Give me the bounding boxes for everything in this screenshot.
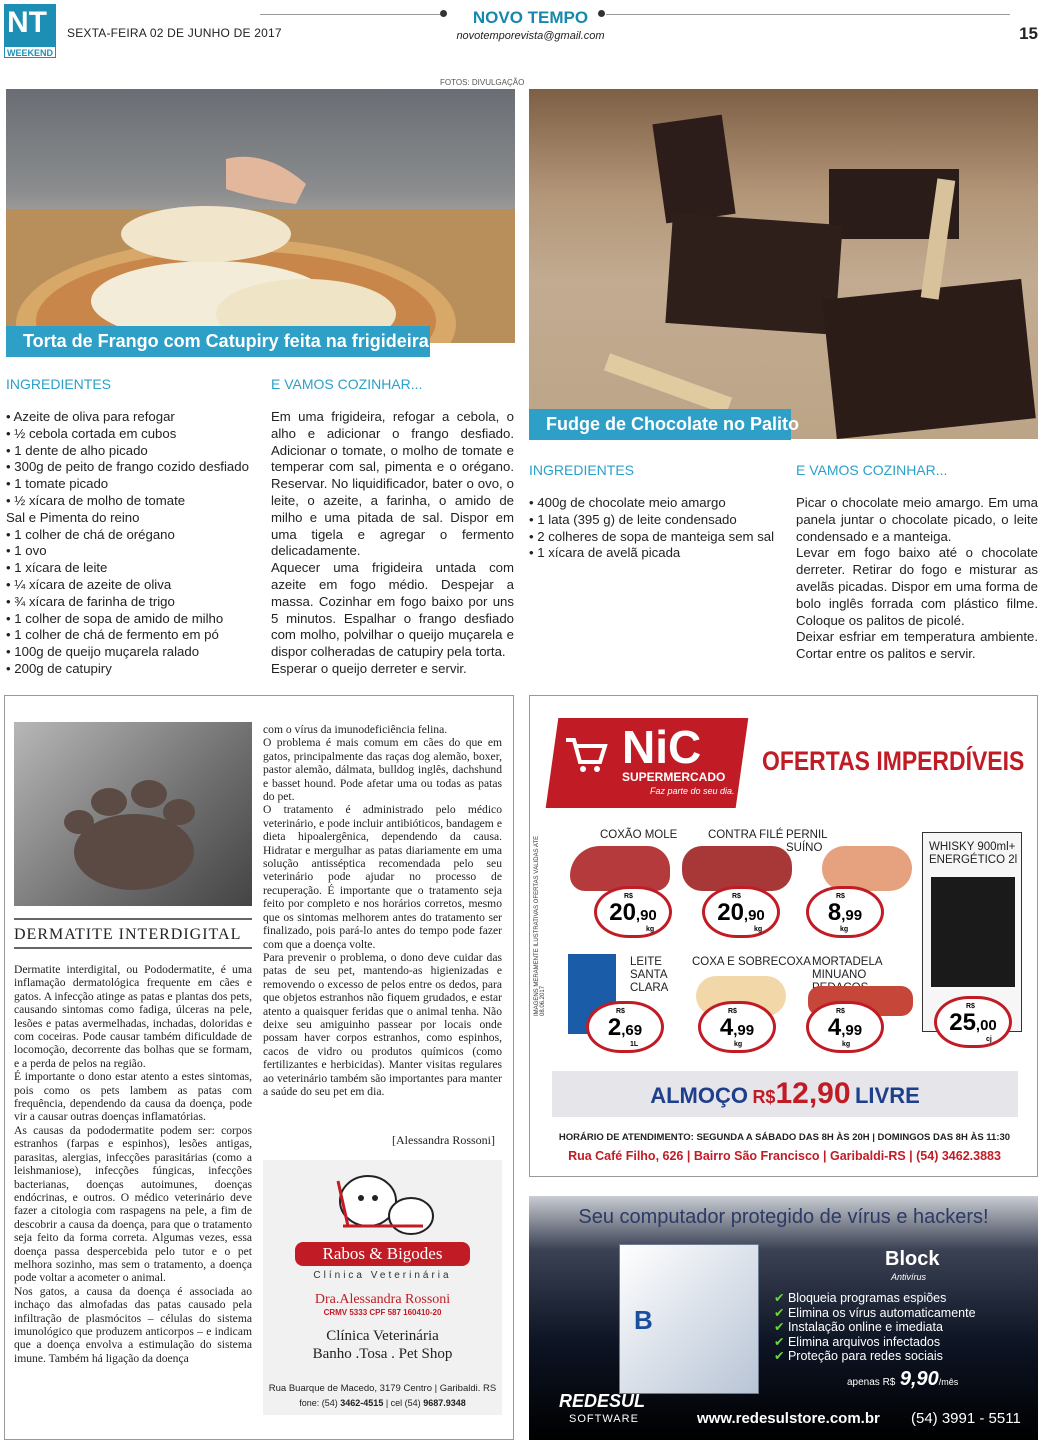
block-brand-sub: Antivírus <box>891 1272 927 1282</box>
nic-side-note: IMAGENS MERAMENTE ILUSTRATIVAS OFERTAS VÁLIDAS ATÉ 08.06.2017 <box>534 835 546 1016</box>
header-dot-right <box>598 10 605 17</box>
lunch-banner <box>552 1071 1018 1117</box>
list-item: • 1 dente de alho picado <box>6 442 148 458</box>
price-int: 20 <box>609 899 636 926</box>
vet-brand: Rabos & Bigodes <box>295 1242 470 1266</box>
price-coxao <box>594 886 672 938</box>
article-title: DERMATITE INTERDIGITAL <box>14 926 242 943</box>
dog-paw-photo <box>14 722 252 906</box>
nic-hours: HORÁRIO DE ATENDIMENTO: SEGUNDA A SÁBADO DAS 8H ÀS 20H | DOMINGOS DAS 8H ÀS 11:30 <box>558 1132 1011 1143</box>
newspaper-logo <box>4 4 56 58</box>
check-icon: ✔ <box>774 1291 788 1305</box>
nic-address: Rua Café Filho, 626 | Bairro São Francisco | Garibaldi-RS | (54) 3462.3883 <box>568 1149 1001 1163</box>
product-name-coxao: COXÃO MOLE <box>600 829 678 841</box>
price-dec: ,90 <box>635 907 657 924</box>
article-paragraph: O tratamento é administrado pelo médico veterinário, e pode incluir antibióticos, bandagem e dieta hipoalergênica, dependendo da causa. Hidratar e mergulhar as patas diariamente em uma solução antisséptica recomendada pelo seu veterinário pode ajudar no processo de recuperação. É importante que o tratamento seja feito por completo e nos horários corretos, mesmo que os sintomas melhorem antes do tratamento ser finalizado, pois pará-lo antes do tempo pode fazer com que a doença volte. <box>263 803 502 951</box>
currency: R$ <box>732 893 741 900</box>
chicken-pie-photo <box>6 89 515 343</box>
nic-supermarket-ad[interactable] <box>529 695 1038 1177</box>
block-price <box>847 1368 958 1391</box>
header-rule-right <box>606 14 1010 15</box>
list-item: • 1 tomate picado <box>6 476 109 492</box>
paw-illustration <box>14 722 252 906</box>
price-value: 9,90 <box>899 1368 939 1390</box>
list-item: Sal e Pimenta do reino <box>6 509 140 525</box>
article-col1 <box>14 963 252 1365</box>
block-site[interactable]: www.redesulstore.com.br <box>697 1410 880 1427</box>
pork-image <box>822 846 912 891</box>
vet-phones: fone: (54) 3462-4515 | cel (54) 9687.9348 <box>299 1398 466 1408</box>
author-name: Alessandra Rossoni <box>396 1133 491 1147</box>
cel-label: cel (54) <box>390 1398 421 1408</box>
method-paragraph: Picar o chocolate meio amargo. Em uma panela juntar o chocolate picado, o leite condensado e a manteiga. <box>796 495 1038 544</box>
recipe2-method <box>796 495 1038 663</box>
price-dec: ,99 <box>841 1022 863 1039</box>
list-item: • 400g de chocolate meio amargo <box>529 495 726 510</box>
article-signature: [Alessandra Rossoni] <box>392 1133 495 1147</box>
currency: R$ <box>624 893 633 900</box>
pie-illustration <box>6 89 515 343</box>
cart-icon <box>564 734 608 774</box>
block-brand: Block <box>885 1248 940 1270</box>
photo-credit: FOTOS: DIVULGAÇÃO <box>440 78 525 87</box>
phone-number[interactable]: 3462-4515 <box>340 1398 384 1408</box>
recipe1-title: Torta de Frango com Catupiry feita na frigideira <box>6 326 430 357</box>
article-paragraph: com o vírus da imunodeficiência felina. <box>263 723 448 736</box>
vet-line2: Banho .Tosa . Pet Shop <box>312 1346 453 1362</box>
list-item: ✔ Proteção para redes sociais <box>774 1349 943 1363</box>
block-headline: Seu computador protegido de vírus e hackers! <box>578 1206 989 1228</box>
list-item: • 2 colheres de sopa de manteiga sem sal <box>529 528 775 544</box>
box-logo: B <box>634 1305 653 1335</box>
check-icon: ✔ <box>774 1334 788 1349</box>
article-paragraph: Dermatite interdigital, ou Pododermatite, é uma inflamação dermatológica frequente em cães e gatos. A infecção atinge as patas e plantas dos pets, causando sintomas como fadiga, úlceras na pele, lesões e patas avermelhadas, inchadas, doloridas e com coceiras. Pode causar também dificuldade de locomoção, decorrente das bolhas que se formam, e a perda de pelos na região. <box>14 963 252 1070</box>
article-paragraph: As causas da pododermatite podem ser: corpos estranhos (farpas e espinhos), lesões antigas, parasitas, alergias, infecções parasitárias (como a leishmaniose), infecções fúngicas, infecções bacterianas, doenças autoimunes, doenças endócrinas, e outros. O médico veterinário deve fazer a citologia com raspagens na pele, a fim de descobrir a causa da doença, para que o tratamento seja feito da forma correta. Algumas vezes, essa doença passa despercebida pelo tutor e o pet melhora sozinho, mas sem o tratamento, a doença pode voltar a acometer o animal. <box>14 1123 252 1285</box>
header-dot-left <box>440 10 447 17</box>
product-name-leite: LEITE SANTA CLARA <box>630 956 669 994</box>
unit: cj <box>986 1036 992 1043</box>
price-int: 4 <box>827 1014 842 1041</box>
logo-letters: NT <box>7 6 47 39</box>
list-item: • 1 colher de chá de orégano <box>6 526 175 542</box>
fudge-photo <box>529 89 1038 439</box>
price-dec: ,69 <box>621 1022 643 1039</box>
recipe1-ingredients-list <box>6 409 261 678</box>
recipe1-method <box>271 409 514 678</box>
steak-image <box>682 846 792 891</box>
logo-weekend: WEEKEND <box>4 46 56 58</box>
price-int: 20 <box>717 899 744 926</box>
product-name-coxa: COXA E SOBRECOXA <box>692 956 811 968</box>
lunch-price: 12,90 <box>775 1077 851 1110</box>
price-dec: ,99 <box>841 907 863 924</box>
fudge-illustration <box>529 89 1038 439</box>
list-item: • 1 lata (395 g) de leite condensado <box>529 511 737 527</box>
method-paragraph: Em uma frigideira, refogar a cebola, o alho e adicionar o frango desfiado. Adicionar o tomate, o molho de tomate e temperar com sal, pimenta e o orégano. Reservar. No liquidificador, bater o ovo, o leite, o azeite, a farinha, o amido de milho e uma pitada de sal. Dispor em uma tigela e agregar o fermento delicadamente. <box>271 409 514 559</box>
method-paragraph: Deixar esfriar em temperatura ambiente. Cortar entre os palitos e servir. <box>796 629 1038 662</box>
list-item: • 1 colher de chá de fermento em pó <box>6 627 219 643</box>
product-name-pernil: PERNIL SUÍNO <box>786 829 828 854</box>
check-icon: ✔ <box>774 1349 788 1363</box>
dog-cat-cartoon-icon <box>323 1166 443 1238</box>
nic-slogan: Faz parte do seu dia. <box>650 786 735 796</box>
cel-number[interactable]: 9687.9348 <box>423 1398 466 1408</box>
price-leite <box>586 1001 664 1053</box>
price-unit: /mês <box>938 1377 959 1387</box>
unit: 1L <box>630 1041 639 1048</box>
product-name-whisky: WHISKY 900ml+ ENERGÉTICO 2l <box>929 841 1018 866</box>
list-item: • 1 ovo <box>6 543 47 559</box>
vet-crmv: CRMV 5333 CPF 587 160410-20 <box>323 1308 442 1317</box>
list-item: ✔ Elimina arquivos infectados <box>774 1334 941 1349</box>
list-item: • ¾ xícara de farinha de trigo <box>6 593 175 609</box>
price-int: 8 <box>827 899 842 926</box>
list-item: • 1 colher de sopa de amido de milho <box>6 610 224 626</box>
recipe1-ingredients-head: INGREDIENTES <box>6 376 112 392</box>
phone-label: fone: (54) <box>299 1398 338 1408</box>
list-item: • 100g de queijo muçarela ralado <box>6 644 200 660</box>
article-col2 <box>263 723 502 1098</box>
list-item: • 1 xícara de leite <box>6 560 108 576</box>
unit: kg <box>734 1041 743 1048</box>
lunch-free: LIVRE <box>854 1083 920 1108</box>
redesul-sub: SOFTWARE <box>569 1413 639 1425</box>
method-paragraph: Levar em fogo baixo até o chocolate derreter. Retirar do fogo e misturar as avelãs picadas. Dispor em uma forma de bolo inglês forrada com plástico filme. Coloque os palitos de picolé. <box>796 545 1038 628</box>
recipe2-title: Fudge de Chocolate no Palito <box>529 409 791 440</box>
vet-ad[interactable] <box>263 1160 502 1415</box>
method-paragraph: Aquecer uma frigideira untada com azeite em fogo médio. Despejar a massa. Cozinhar em fogo baixo por uns 5 minutos. Espalhar o frango desfiado com molho, polvilhar o queijo muçarela e dispor colheradas de catupiry pela torta. <box>271 560 514 660</box>
unit: kg <box>754 926 763 933</box>
recipe2-method-head: E VAMOS COZINHAR... <box>796 462 948 478</box>
list-item: ✔ Instalação online e imediata <box>774 1320 943 1334</box>
list-item: ✔ Elimina os vírus automaticamente <box>774 1305 976 1320</box>
article-paragraph: É importante o dono estar atento a estes sintomas, pois como os pets lambem as patas com frequência, dependendo da causa da doença, pode vir a causar outras doenças inflamatórias. <box>14 1070 252 1124</box>
list-item: • Azeite de oliva para refogar <box>6 409 175 424</box>
price-dec: ,90 <box>743 907 765 924</box>
price-dec: ,00 <box>975 1017 997 1034</box>
block-features <box>774 1291 976 1364</box>
nic-logo: NiC <box>622 721 702 773</box>
software-box-image <box>619 1244 759 1394</box>
article-paragraph: O problema é mais comum em cães do que em gatos, principalmente das raças dog alemão, boxer, pastor alemão, dálmata, bulldog inglês, dachshund e basset hound. Pode afetar uma ou todas as patas do pet. <box>263 736 502 804</box>
product-name-mortadela: MORTADELA MINUANO <box>812 956 882 981</box>
recipe2-ingredients-head: INGREDIENTES <box>529 462 635 478</box>
list-item: ✔ Bloqueia programas espiões <box>774 1291 947 1305</box>
unit: kg <box>840 926 849 933</box>
check-icon: ✔ <box>774 1320 788 1334</box>
product-name-contrafile: CONTRA FILÉ <box>708 829 784 841</box>
price-contrafile <box>702 886 780 938</box>
price-dec: ,99 <box>733 1022 755 1039</box>
list-item: • ½ cebola cortada em cubos <box>6 425 177 441</box>
currency: R$ <box>836 893 845 900</box>
whisky-image <box>931 877 1015 987</box>
vet-doctor: Dra.Alessandra Rossoni <box>314 1292 451 1307</box>
list-item: • 200g de catupiry <box>6 660 112 676</box>
lunch-currency: R$ <box>752 1087 776 1107</box>
vet-address: Rua Buarque de Macedo, 3179 Centro | Garibaldi. RS <box>268 1383 497 1394</box>
brand-name: NOVO TEMPO <box>472 8 589 27</box>
recipe1-method-head: E VAMOS COZINHAR... <box>271 376 423 392</box>
list-item: • 1 xícara de avelã picada <box>529 545 681 561</box>
article-title-rule-top <box>14 918 252 920</box>
block-antivirus-ad[interactable] <box>529 1196 1038 1440</box>
price-int: 2 <box>607 1014 622 1041</box>
currency: R$ <box>966 1003 975 1010</box>
check-icon: ✔ <box>774 1305 788 1320</box>
article-paragraph: Nos gatos, a causa da doença é associada ao inchaço das almofadas das patas causado pela infiltração de plasmócitos – células do sistema imunológico que produzem anticorpos – e indicam que a doença envolva a estimulação do sistema imune. Também há ligação da doença <box>14 1284 252 1365</box>
unit: kg <box>646 926 655 933</box>
currency: R$ <box>836 1008 845 1015</box>
page-number: 15 <box>1019 24 1038 43</box>
currency: R$ <box>728 1008 737 1015</box>
article-title-rule-bottom <box>14 947 252 949</box>
nic-logo-sub: SUPERMERCADO <box>622 770 726 784</box>
recipe2-ingredients-list <box>529 495 779 562</box>
currency: R$ <box>616 1008 625 1015</box>
price-int: 4 <box>719 1014 734 1041</box>
beef-image <box>570 846 670 891</box>
list-item: • 300g de peito de frango cozido desfiado <box>6 459 249 475</box>
vet-subtitle: Clínica Veterinária <box>313 1270 452 1281</box>
lunch-label: ALMOÇO <box>650 1083 748 1108</box>
price-int: 25 <box>949 1009 976 1036</box>
list-item: • ½ xícara de molho de tomate <box>6 492 186 508</box>
edition-date: SEXTA-FEIRA 02 DE JUNHO DE 2017 <box>67 26 282 40</box>
unit: kg <box>842 1041 851 1048</box>
price-label: apenas R$ <box>847 1377 896 1388</box>
block-phone[interactable]: (54) 3991 - 5511 <box>911 1410 1021 1427</box>
nic-headline: OFERTAS IMPERDÍVEIS <box>762 746 1025 776</box>
article-paragraph: Para prevenir o problema, o dono deve cuidar das patas de seu pet, mantendo-as higienizadas e removendo o excesso de pelos entre os dedos, para que objetos estranhos não fiquem grudados, e estar atento a quaisquer feridas que o animal tenha. Não deixe seu amiguinho passear por locais onde possam haver corpos estranhos, como espinhos, cacos de vidro ou produtos químicos (como fertilizantes e herbicidas). Manter visitas regulares ao veterinário também são importantes para manter a saúde do seu pet em dia. <box>263 950 502 1098</box>
list-item: • ¼ xícara de azeite de oliva <box>6 576 172 592</box>
redesul-logo: REDESUL <box>559 1391 646 1411</box>
method-paragraph: Esperar o queijo derreter e servir. <box>271 660 467 676</box>
header-rule-left <box>260 14 440 15</box>
brand-email[interactable]: novotemporevista@gmail.com <box>456 30 605 42</box>
vet-line1: Clínica Veterinária <box>326 1328 439 1344</box>
